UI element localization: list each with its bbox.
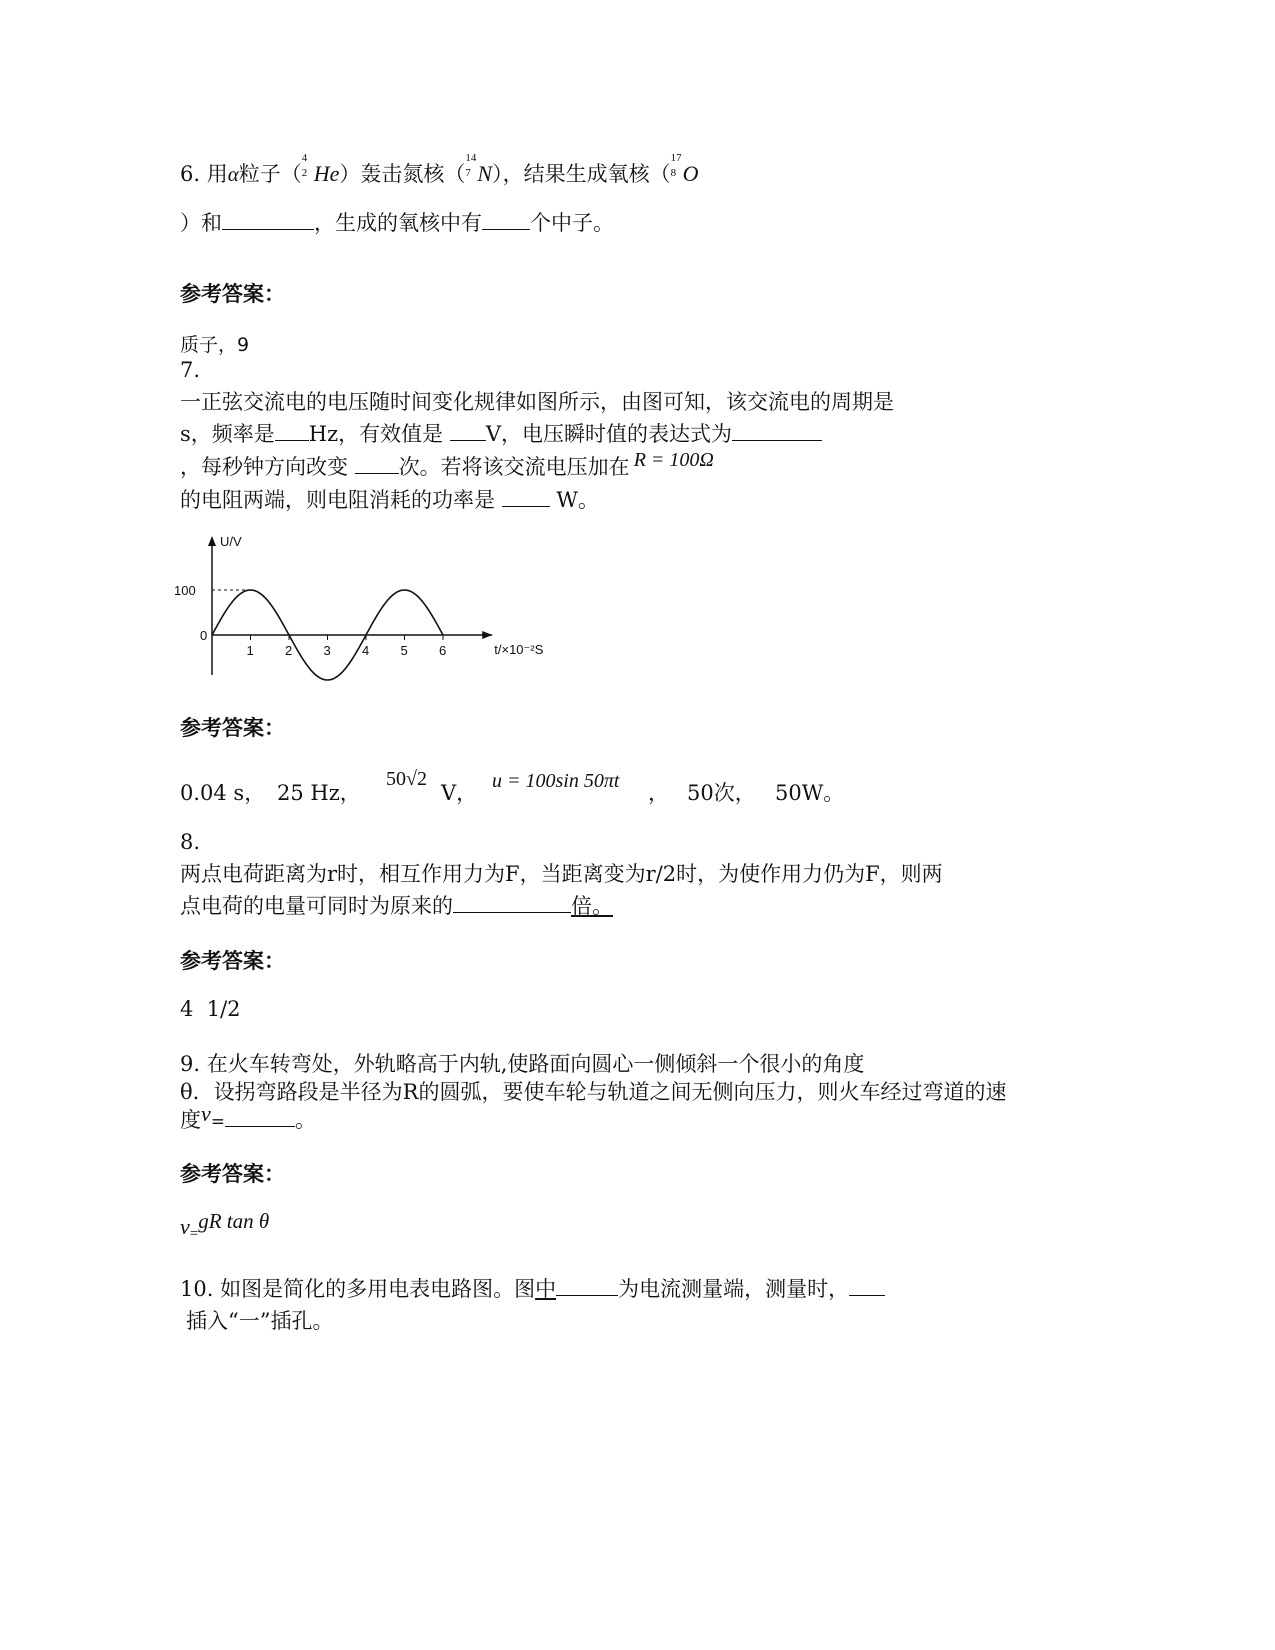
answer-heading-7: 参考答案：: [180, 715, 285, 740]
q7-line1: 一正弦交流电的电压随时间变化规律如图所示，由图可知，该交流电的周期是: [180, 390, 894, 414]
q7-blank-freq: [275, 419, 309, 441]
answer-7-rms-unit: V，: [441, 781, 478, 805]
q8-line1: 两点电荷距离为r时，相互作用力为F，当距离变为r/2时，为使作用力仍为F，则两: [180, 862, 943, 886]
answer-7-power: 50W。: [775, 781, 845, 805]
q7-line3: ，每秒钟方向改变 次。若将该交流电压加在 R = 100Ω: [180, 449, 714, 479]
alpha-symbol: α: [227, 162, 239, 186]
resistor-value: R = 100Ω: [633, 449, 714, 471]
x-axis-label: t/×10⁻²S: [494, 642, 544, 657]
answer-6: 质子，9: [180, 334, 250, 356]
x-tick-label-6: 6: [439, 643, 447, 658]
x-tick-label-5: 5: [400, 643, 408, 658]
q6-line2: ）和 ，生成的氧核中有 个中子。: [180, 207, 614, 237]
q8-number: 8.: [180, 830, 201, 854]
q9-line2: θ．设拐弯路段是半径为R的圆弧，要使车轮与轨道之间无侧向压力，则火车经过弯道的速: [180, 1080, 1007, 1104]
q9-line1: 9. 在火车转弯处，外轨略高于内轨,使路面向圆心一侧倾斜一个很小的角度: [180, 1052, 865, 1076]
q10-line1: 10. 如图是简化的多用电表电路图。图中 为电流测量端，测量时，: [180, 1273, 885, 1303]
q7-line2: s，频率是 Hz，有效值是 V，电压瞬时值的表达式为: [180, 418, 822, 448]
q7-blank-changes: [355, 452, 399, 474]
x-axis-arrow: [482, 631, 492, 639]
helium-nucleus: 4 2 He: [301, 152, 340, 186]
answer-heading-9: 参考答案：: [180, 1161, 285, 1186]
q7-blank-rms: [450, 419, 486, 441]
x-tick-label-3: 3: [323, 643, 331, 658]
q6-line1: 6. 用α粒子（ 4 2 He）轰击氮核（ 14 7 N），结果生成氧核（ 17 8 O: [180, 152, 699, 186]
x-tick-label-4: 4: [362, 643, 370, 658]
answer-7-period: 0.04 s，: [180, 781, 266, 805]
x-tick-label-2: 2: [285, 643, 293, 658]
answer-7-expression-tail: ，: [648, 781, 669, 805]
answer-7-frequency: 25 Hz，: [277, 781, 361, 805]
voltage-time-chart: [170, 530, 590, 690]
q7-blank-expr: [732, 419, 822, 441]
q10-blank-1: [556, 1274, 618, 1296]
answer-7-rms: 50√2: [386, 768, 427, 790]
oxygen-nucleus: 17 8 O: [670, 152, 699, 186]
x-tick-label-1: 1: [246, 643, 254, 658]
answer-7-expression: u = 100sin 50πt: [492, 770, 620, 792]
y-tick-label-100: 100: [174, 583, 196, 598]
q10-blank-2: [849, 1274, 885, 1296]
nitrogen-nucleus: 14 7 N: [465, 152, 493, 186]
answer-8: 4 1/2: [180, 997, 241, 1021]
q6-number: 6.: [180, 162, 201, 186]
q9-line3: 度v= 。: [180, 1101, 317, 1132]
y-tick-label-0: 0: [200, 628, 208, 643]
answer-heading-8: 参考答案：: [180, 948, 285, 973]
q7-line4: 的电阻两端，则电阻消耗的功率是 W。: [180, 484, 599, 514]
q7-blank-power: [502, 485, 550, 507]
answer-heading-6: 参考答案：: [180, 281, 285, 306]
answer-7-changes: 50次，: [687, 781, 756, 805]
q9-blank: [225, 1105, 295, 1127]
q7-number: 7.: [180, 358, 201, 382]
y-axis-arrow: [208, 536, 216, 546]
q6-blank-2: [482, 208, 530, 230]
q8-blank: [453, 891, 571, 913]
y-axis-label: U/V: [220, 534, 242, 549]
answer-9: $v_=gR$ tan θ: [180, 1209, 270, 1242]
q8-line2: 点电荷的电量可同时为原来的 倍。: [180, 890, 613, 920]
q10-line2: 插入“一”插孔。: [186, 1309, 334, 1333]
q6-blank-1: [222, 208, 314, 230]
